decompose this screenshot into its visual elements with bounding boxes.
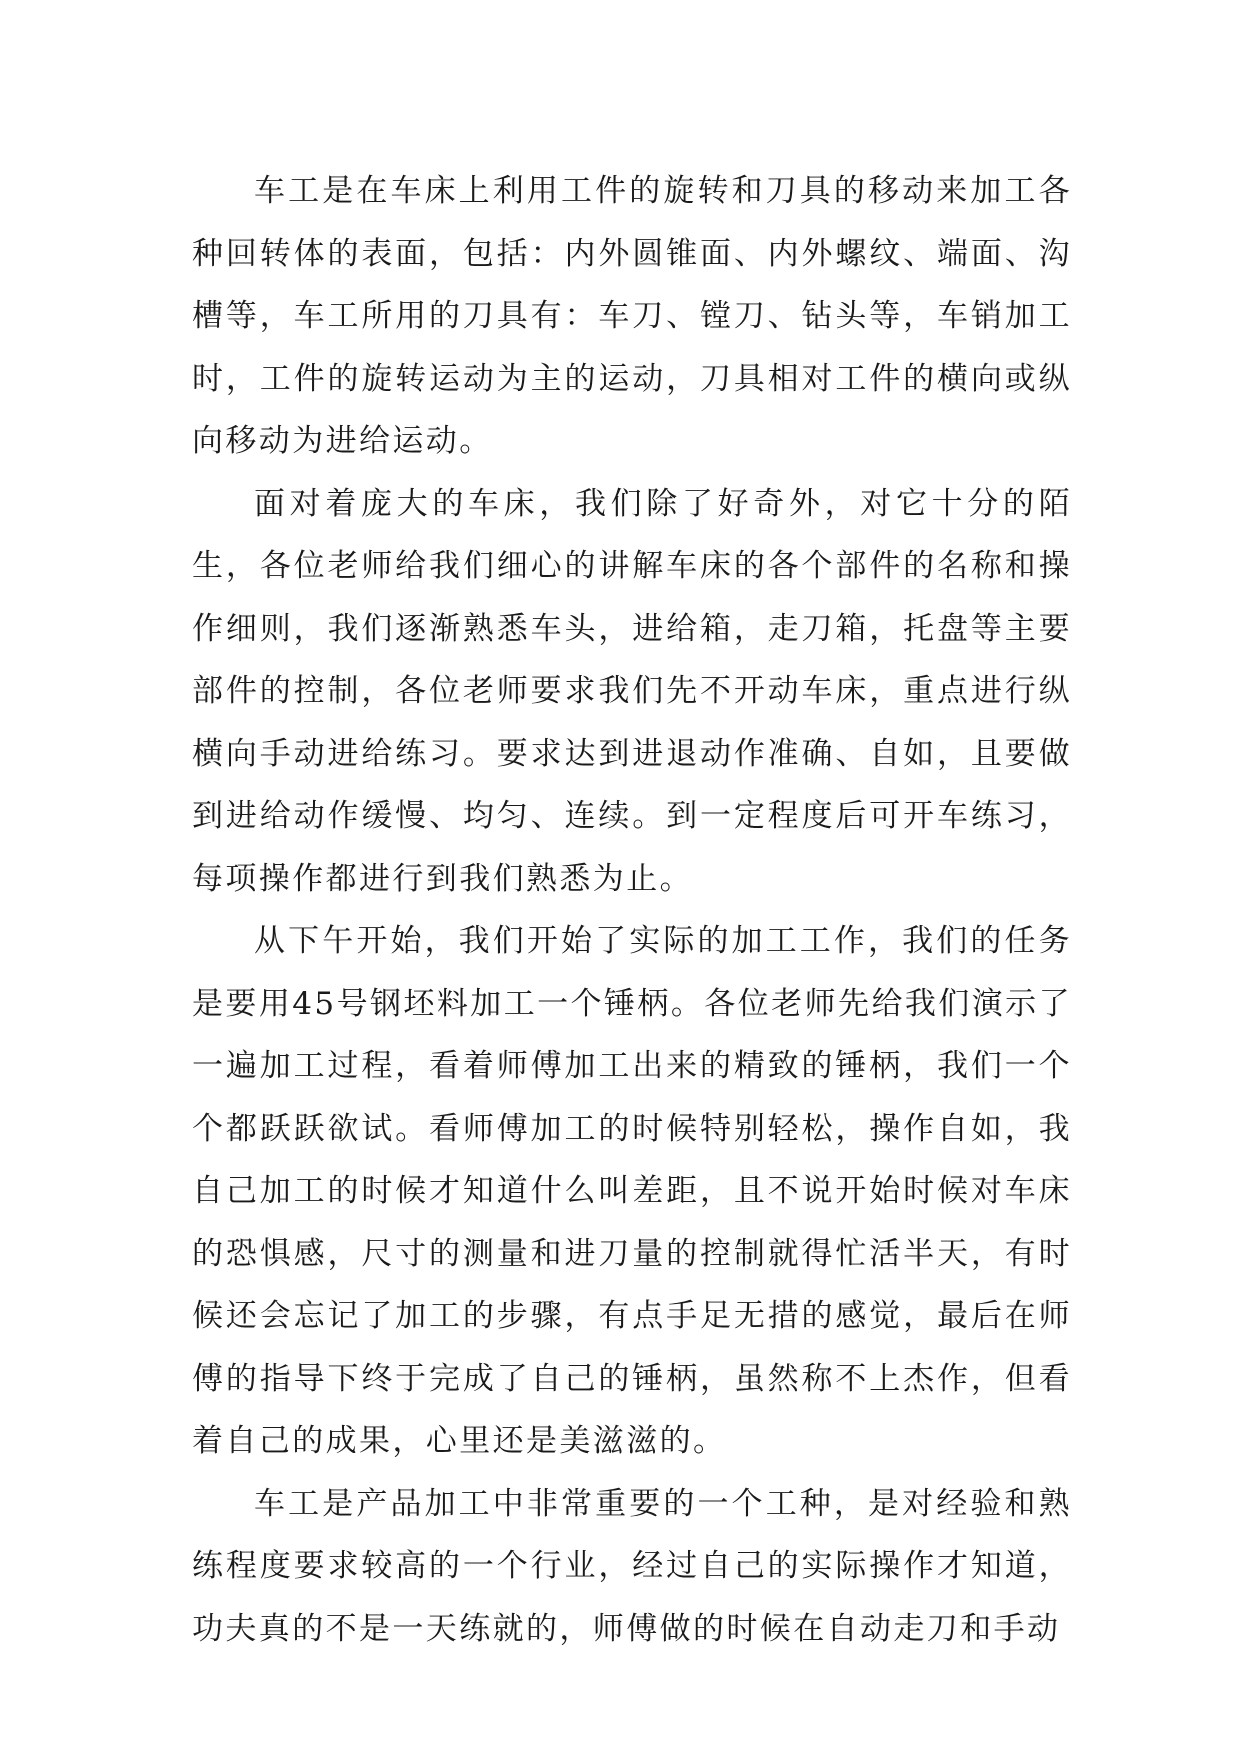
paragraph-3: 从下午开始，我们开始了实际的加工工作，我们的任务是要用45号钢坯料加工一个锤柄。各位老师先给我们演示了一遍加工过程，看着师傅加工出来的精致的锤柄，我们一个个都跃跃欲试。看师傅加工的时候特别轻松，操作自如，我自己加工的时候才知道什么叫差距，且不说开始时候对车床的恐惧感，尺寸的测量和进刀量的控制就得忙活半天，有时候还会忘记了加工的步骤，有点手足无措的感觉，最后在师傅的指导下终于完成了自己的锤柄，虽然称不上杰作，但看着自己的成果，心里还是美滋滋的。: [192, 923, 1072, 1459]
body-text: [192, 160, 1072, 1660]
paragraph-1: 车工是在车床上利用工件的旋转和刀具的移动来加工各种回转体的表面，包括：内外圆锥面、内外螺纹、端面、沟槽等，车工所用的刀具有：车刀、镗刀、钻头等，车销加工时，工件的旋转运动为主的运动，刀具相对工件的横向或纵向移动为进给运动。: [192, 173, 1072, 459]
paragraph-2: 面对着庞大的车床，我们除了好奇外，对它十分的陌生，各位老师给我们细心的讲解车床的各个部件的名称和操作细则，我们逐渐熟悉车头，进给箱，走刀箱，托盘等主要部件的控制，各位老师要求我们先不开动车床，重点进行纵横向手动进给练习。要求达到进退动作准确、自如，且要做到进给动作缓慢、均匀、连续。到一定程度后可开车练习，每项操作都进行到我们熟悉为止。: [192, 485, 1072, 897]
paragraph-4: 车工是产品加工中非常重要的一个工种，是对经验和熟练程度要求较高的一个行业，经过自己的实际操作才知道，功夫真的不是一天练就的，师傅做的时候在自动走刀和手动: [192, 1485, 1072, 1647]
